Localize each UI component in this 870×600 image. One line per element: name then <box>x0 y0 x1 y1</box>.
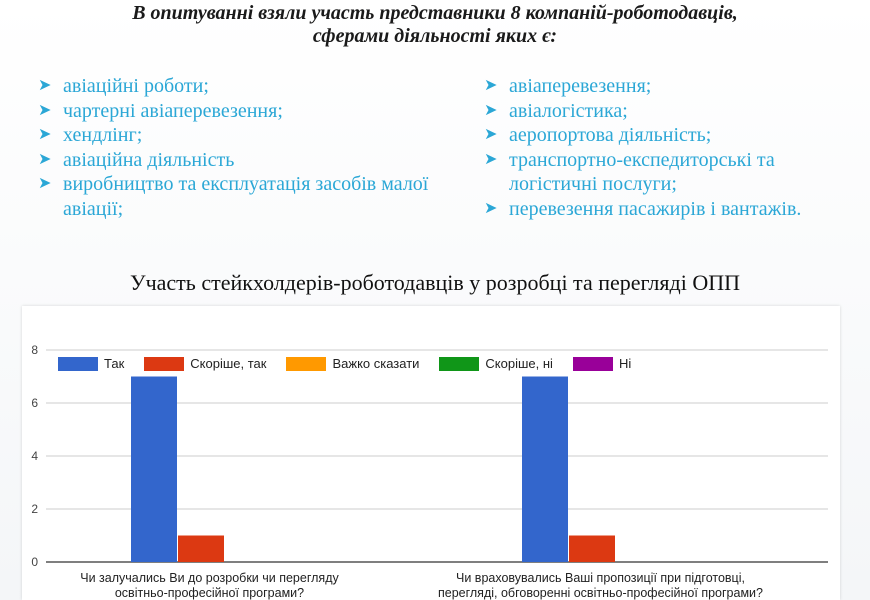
chart-title: Участь стейкхолдерів-роботодавців у розробці та перегляді ОПП <box>130 270 740 295</box>
legend-label: Так <box>104 356 125 371</box>
x-category-label: перегляді, обговоренні освітньо-професійної програми? <box>437 586 764 600</box>
heading-line-2: сферами діяльності яких є: <box>312 25 558 47</box>
arrow-bullet-icon: ➤ <box>38 150 52 168</box>
list-item: ➤ виробництво та експлуатація засобів малої авіації; <box>38 173 429 220</box>
list-item: ➤ транспортно-експедиторські та логістичні послуги; <box>484 148 775 195</box>
list-item: ➤ авіаційні роботи; <box>38 75 209 97</box>
legend-label: Скоріше, так <box>190 356 267 371</box>
list-item: ➤ авіаційна діяльність <box>38 148 235 171</box>
bar <box>178 536 224 563</box>
legend-label: Ні <box>618 356 632 371</box>
y-tick-label: 4 <box>31 449 38 463</box>
list-item: ➤ авіаперевезення; <box>484 75 652 97</box>
legend-swatch <box>144 357 184 371</box>
legend-swatch <box>439 357 479 371</box>
page-heading <box>0 0 870 48</box>
legend-item <box>573 356 631 371</box>
list-item: ➤ хендлінг; <box>38 124 143 146</box>
bar <box>131 377 177 563</box>
x-category-label: Чи залучались Ви до розробки чи перегляду <box>80 571 339 585</box>
legend-item <box>144 356 266 371</box>
legend-item <box>58 356 124 371</box>
legend-item <box>286 356 419 371</box>
bar <box>569 536 615 563</box>
arrow-bullet-icon: ➤ <box>484 150 498 168</box>
activity-list-right <box>484 74 854 221</box>
y-tick-label: 8 <box>31 343 38 357</box>
legend-item <box>439 356 553 371</box>
bar <box>522 377 568 563</box>
arrow-bullet-icon: ➤ <box>38 101 52 119</box>
list-item: ➤ авіалогістика; <box>484 99 628 122</box>
chart-legend <box>58 356 651 371</box>
legend-swatch <box>286 357 326 371</box>
arrow-bullet-icon: ➤ <box>484 199 498 217</box>
legend-label: Скоріше, ні <box>485 356 553 371</box>
x-category-label: Чи враховувались Ваші пропозиції при підготовці, <box>456 571 745 585</box>
list-item: ➤ чартерні авіаперевезення; <box>38 99 283 122</box>
bar-chart <box>22 306 840 600</box>
list-item: ➤ аеропортова діяльність; <box>484 124 712 146</box>
x-category-label: освітньо-професійної програми? <box>114 586 305 600</box>
legend-swatch <box>58 357 98 371</box>
arrow-bullet-icon: ➤ <box>38 175 52 192</box>
arrow-bullet-icon: ➤ <box>38 126 52 143</box>
arrow-bullet-icon: ➤ <box>484 101 498 119</box>
arrow-bullet-icon: ➤ <box>484 77 498 94</box>
y-tick-label: 0 <box>31 555 38 569</box>
arrow-bullet-icon: ➤ <box>38 77 52 94</box>
legend-swatch <box>573 357 613 371</box>
y-tick-label: 6 <box>31 396 38 410</box>
heading-line-1: В опитуванні взяли участь представники 8 компаній-роботодавців, <box>132 2 738 24</box>
y-tick-label: 2 <box>31 502 38 516</box>
chart-card <box>22 306 840 600</box>
arrow-bullet-icon: ➤ <box>484 126 498 143</box>
list-item: ➤ перевезення пасажирів і вантажів. <box>484 197 802 220</box>
legend-label: Важко сказати <box>332 356 420 371</box>
activity-list-left <box>38 74 468 221</box>
